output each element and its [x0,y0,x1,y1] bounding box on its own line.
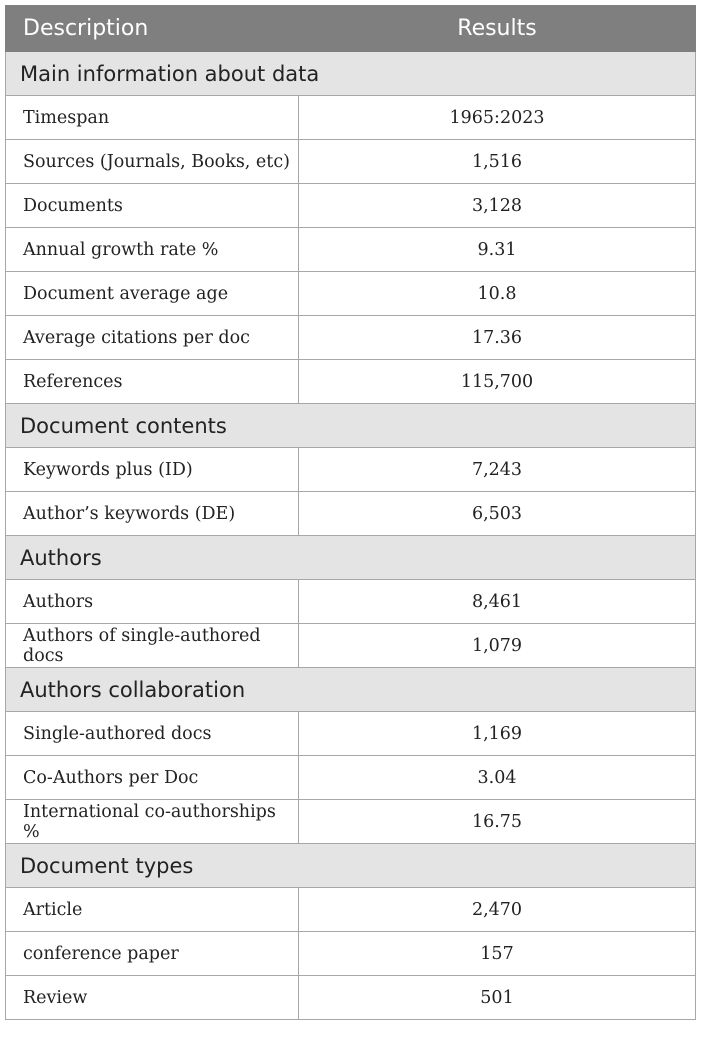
table-row [6,756,696,800]
section-title: Main information about data [6,52,696,96]
row-value: 1,079 [299,624,696,668]
row-value: 17.36 [299,316,696,360]
row-value: 1965:2023 [299,96,696,140]
row-value: 3,128 [299,184,696,228]
row-value: 501 [299,976,696,1020]
section-row [6,844,696,888]
row-label: References [6,360,299,404]
row-value: 2,470 [299,888,696,932]
row-label: Co-Authors per Doc [6,756,299,800]
row-label: Review [6,976,299,1020]
table-row [6,888,696,932]
row-label: Author’s keywords (DE) [6,492,299,536]
header-description: Description [6,6,299,52]
row-value: 3.04 [299,756,696,800]
section-title: Authors collaboration [6,668,696,712]
row-value: 8,461 [299,580,696,624]
row-label: International co-authorships % [6,800,299,844]
row-value: 1,516 [299,140,696,184]
row-value: 1,169 [299,712,696,756]
row-label: Keywords plus (ID) [6,448,299,492]
row-value: 10.8 [299,272,696,316]
table-row [6,492,696,536]
row-value: 157 [299,932,696,976]
row-label: Article [6,888,299,932]
row-value: 7,243 [299,448,696,492]
table-row [6,624,696,668]
table-body [6,52,696,1020]
row-value: 6,503 [299,492,696,536]
section-row [6,52,696,96]
table-row [6,184,696,228]
row-label: Documents [6,184,299,228]
row-label: Authors of single-authored docs [6,624,299,668]
table-row [6,932,696,976]
row-label: conference paper [6,932,299,976]
row-label: Authors [6,580,299,624]
header-row [6,6,696,52]
section-row [6,536,696,580]
row-label: Average citations per doc [6,316,299,360]
section-title: Document contents [6,404,696,448]
table-row [6,976,696,1020]
section-title: Authors [6,536,696,580]
table-row [6,140,696,184]
section-title: Document types [6,844,696,888]
table-row [6,96,696,140]
section-row [6,668,696,712]
header-results: Results [299,6,696,52]
row-value: 16.75 [299,800,696,844]
table-row [6,800,696,844]
row-label: Document average age [6,272,299,316]
row-label: Sources (Journals, Books, etc) [6,140,299,184]
row-label: Annual growth rate % [6,228,299,272]
data-table [5,5,696,1020]
row-value: 9.31 [299,228,696,272]
table-row [6,448,696,492]
table-row [6,272,696,316]
table-row [6,360,696,404]
row-value: 115,700 [299,360,696,404]
table-row [6,712,696,756]
table-row [6,580,696,624]
row-label: Timespan [6,96,299,140]
table-row [6,316,696,360]
table-row [6,228,696,272]
row-label: Single-authored docs [6,712,299,756]
section-row [6,404,696,448]
